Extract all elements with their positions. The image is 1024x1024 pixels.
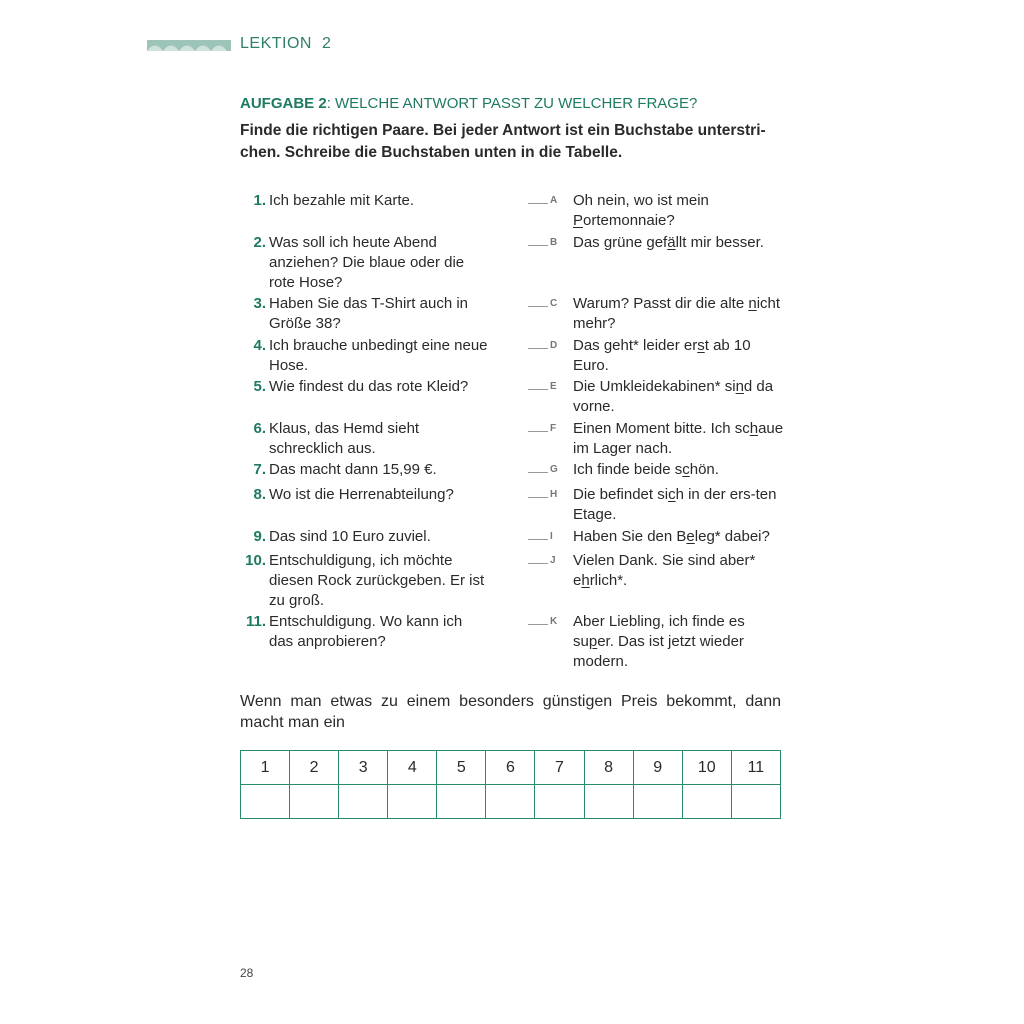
table-answer-cell[interactable] <box>486 785 535 819</box>
answer-text-before: Die Umkleidekabinen* si <box>573 378 736 395</box>
question-text: Das macht dann 15,99 €. <box>269 461 437 478</box>
answer-letter: H <box>550 489 558 500</box>
answer-text-before: Die befindet si <box>573 486 669 503</box>
lektion-label: LEKTION <box>240 35 312 52</box>
answer-text-after: aue im Lager nach. <box>573 420 784 457</box>
table-header-cell: 3 <box>339 751 388 785</box>
answer-letter: I <box>550 531 553 542</box>
table-answer-cell[interactable] <box>241 785 290 819</box>
answer-blank[interactable] <box>528 377 548 390</box>
answer-blank[interactable] <box>528 336 548 349</box>
answer-text-after: hön. <box>689 461 719 478</box>
answer-blank[interactable] <box>528 612 548 625</box>
table-answer-cell[interactable] <box>682 785 731 819</box>
answer-text <box>573 233 788 253</box>
question-number: 10. <box>245 552 266 569</box>
answer-text-after: d da vorne. <box>573 378 774 415</box>
answer-text <box>573 612 788 672</box>
lektion-number: 2 <box>321 35 332 52</box>
answer-text-before: Vielen Dank. Sie sind aber* e <box>573 552 756 589</box>
solution-sentence: Wenn man etwas zu einem besonders günstigen Preis bekommt, dann macht man ein <box>240 693 781 731</box>
answer-underlined-letter: n <box>748 295 757 312</box>
header-decoration <box>147 40 231 51</box>
answer-text-before: Aber Liebling, ich finde es su <box>573 613 745 650</box>
answer-text <box>573 377 788 417</box>
answer-text-after: er. Das ist jetzt wieder modern. <box>573 633 744 670</box>
table-header-cell: 11 <box>731 751 780 785</box>
question-text: Klaus, das Hemd sieht schrecklich aus. <box>269 420 420 457</box>
answer-text-before: Das grüne gef <box>573 234 668 251</box>
question-number: 9. <box>253 528 266 545</box>
answer-blank[interactable] <box>528 419 548 432</box>
answer-table-input-row <box>241 785 781 819</box>
answer-letter: E <box>550 381 557 392</box>
question-text: Entschuldigung, ich möchte diesen Rock zurückgeben. Er ist zu groß. <box>269 552 485 609</box>
question-text: Entschuldigung. Wo kann ich das anprobieren? <box>269 613 463 650</box>
table-answer-cell[interactable] <box>731 785 780 819</box>
answer-table-header-row <box>241 751 781 785</box>
table-header-cell: 9 <box>633 751 682 785</box>
answer-underlined-letter: h <box>749 420 759 437</box>
answer-text-before: Einen Moment bitte. Ich sc <box>573 420 750 437</box>
answer-letter: D <box>550 340 558 351</box>
answer-text-after: icht mehr? <box>573 295 781 332</box>
task-title-rest: : WELCHE ANTWORT PASST ZU WELCHER FRAGE? <box>326 95 698 112</box>
lektion-heading <box>240 35 331 53</box>
answer-text <box>573 551 788 591</box>
answer-underlined-letter: c <box>668 486 676 503</box>
table-answer-cell[interactable] <box>339 785 388 819</box>
answer-letter: G <box>550 464 558 475</box>
answer-text-before: Warum? Passt dir die alte <box>573 295 749 312</box>
answer-letter: A <box>550 195 558 206</box>
table-header-cell: 10 <box>682 751 731 785</box>
answer-blank[interactable] <box>528 294 548 307</box>
question-text: Haben Sie das T-Shirt auch in Größe 38? <box>269 295 469 332</box>
table-header-cell: 7 <box>535 751 584 785</box>
question-text: Was soll ich heute Abend anziehen? Die blaue oder die rote Hose? <box>269 234 465 291</box>
answer-table <box>240 750 781 819</box>
answer-blank[interactable] <box>528 485 548 498</box>
answer-text-before: Oh nein, wo ist mein <box>573 192 709 209</box>
answer-text <box>573 294 788 334</box>
answer-underlined-letter: P <box>573 212 584 229</box>
answer-letter: K <box>550 616 558 627</box>
question-text: Ich brauche unbedingt eine neue Hose. <box>269 337 488 374</box>
answer-underlined-letter: p <box>588 633 598 650</box>
answer-text-after: leg* dabei? <box>694 528 770 545</box>
answer-text <box>573 460 788 480</box>
table-answer-cell[interactable] <box>388 785 437 819</box>
question-number: 8. <box>253 486 266 503</box>
answer-text-after: rlich*. <box>589 572 628 589</box>
answer-underlined-letter: s <box>697 337 705 354</box>
table-header-cell: 5 <box>437 751 486 785</box>
answer-underlined-letter: ä <box>667 234 676 251</box>
answer-text-before: Das geht* leider er <box>573 337 698 354</box>
table-header-cell: 4 <box>388 751 437 785</box>
page-number: 28 <box>240 966 254 980</box>
answer-text <box>573 419 788 459</box>
task-instruction: Finde die richtigen Paare. Bei jeder Antwort ist ein Buchstabe unterstri-chen. Schreibe die Buchstaben unten in die Tabelle. <box>240 122 766 161</box>
answer-blank[interactable] <box>528 191 548 204</box>
task-title <box>240 95 800 112</box>
answer-letter: F <box>550 423 557 434</box>
answer-underlined-letter: n <box>735 378 744 395</box>
answer-blank[interactable] <box>528 233 548 246</box>
answer-underlined-letter: c <box>682 461 690 478</box>
question-number: 2. <box>253 234 266 251</box>
question-number: 3. <box>253 295 266 312</box>
answer-letter: J <box>550 555 556 566</box>
answer-text <box>573 485 788 525</box>
question-text: Wie findest du das rote Kleid? <box>269 378 469 395</box>
answer-blank[interactable] <box>528 551 548 564</box>
answer-text <box>573 527 788 547</box>
question-number: 7. <box>253 461 266 478</box>
question-number: 11. <box>245 613 266 630</box>
answer-text-after: ortemonnaie? <box>583 212 675 229</box>
table-header-cell: 6 <box>486 751 535 785</box>
question-text: Wo ist die Herrenabteilung? <box>269 486 454 503</box>
answer-text-before: Ich finde beide s <box>573 461 683 478</box>
question-number: 6. <box>253 420 266 437</box>
answer-blank[interactable] <box>528 527 548 540</box>
answer-letter: C <box>550 298 558 309</box>
table-answer-cell[interactable] <box>535 785 584 819</box>
answer-text-after: llt mir besser. <box>675 234 764 251</box>
question-number: 1. <box>253 192 266 209</box>
table-header-cell: 1 <box>241 751 290 785</box>
table-header-cell: 2 <box>290 751 339 785</box>
answer-blank[interactable] <box>528 460 548 473</box>
question-number: 5. <box>253 378 266 395</box>
task-title-bold: AUFGABE 2 <box>240 95 327 112</box>
table-answer-cell[interactable] <box>584 785 633 819</box>
answer-text <box>573 191 788 231</box>
answer-text-after: t ab 10 Euro. <box>573 337 751 374</box>
answer-text-before: Haben Sie den B <box>573 528 687 545</box>
table-answer-cell[interactable] <box>633 785 682 819</box>
answer-text-after: h in der ers-ten Etage. <box>573 486 777 523</box>
table-answer-cell[interactable] <box>437 785 486 819</box>
table-header-cell: 8 <box>584 751 633 785</box>
table-answer-cell[interactable] <box>290 785 339 819</box>
answer-text <box>573 336 788 376</box>
answer-letter: B <box>550 237 558 248</box>
question-number: 4. <box>253 337 266 354</box>
answer-underlined-letter: h <box>581 572 590 589</box>
answer-underlined-letter: e <box>686 528 695 545</box>
question-text: Ich bezahle mit Karte. <box>269 192 415 209</box>
question-text: Das sind 10 Euro zuviel. <box>269 528 431 545</box>
